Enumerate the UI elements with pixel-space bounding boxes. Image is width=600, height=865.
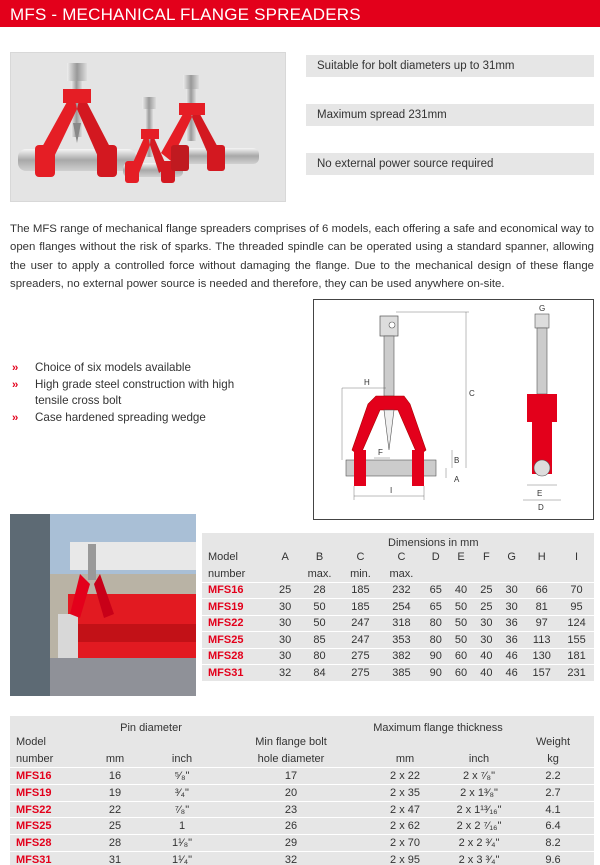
table-cell: 65	[423, 582, 448, 599]
table-cell: 95	[559, 599, 594, 616]
table-cell: 46	[499, 648, 524, 665]
col-sub	[273, 566, 298, 583]
table-cell: ⁷⁄₈"	[146, 801, 218, 818]
model-cell: MFS16	[10, 768, 84, 785]
table-cell: 50	[448, 599, 473, 616]
col-letter: E	[457, 551, 465, 564]
table-cell: 247	[341, 615, 380, 632]
pipeline-site-illustration	[10, 514, 196, 696]
table-cell: 30	[273, 599, 298, 616]
table-cell: 155	[559, 632, 594, 649]
table-cell: 80	[423, 615, 448, 632]
table-row	[10, 768, 594, 785]
bolt-header-2: hole diameter	[257, 752, 325, 765]
table-cell: 16	[84, 768, 146, 785]
table-row	[10, 818, 594, 835]
table-cell: 254	[380, 599, 423, 616]
table-cell: 70	[559, 582, 594, 599]
dim-label-f: F	[378, 448, 383, 457]
model-header: Model	[16, 736, 46, 749]
table-cell: 2 x 2 ⁷⁄₁₆"	[446, 818, 512, 835]
page-title: MFS - MECHANICAL FLANGE SPREADERS	[0, 0, 600, 27]
table-cell: 2 x 62	[364, 818, 446, 835]
table-cell: 2.2	[512, 768, 594, 785]
table-cell: 31	[84, 852, 146, 865]
table-cell: 28	[298, 582, 341, 599]
table-cell: ⁵⁄₈"	[146, 768, 218, 785]
table-cell: 2 x 35	[364, 784, 446, 801]
dimensions-table	[202, 533, 594, 681]
table-cell: 50	[298, 615, 341, 632]
table-cell: 382	[380, 648, 423, 665]
table-cell: 9.6	[512, 852, 594, 865]
table-cell: 60	[448, 648, 473, 665]
table-cell: 46	[499, 665, 524, 682]
in-use-photo	[10, 514, 196, 696]
table-cell: 66	[524, 582, 559, 599]
table-cell: 60	[448, 665, 473, 682]
table-cell: 23	[218, 801, 364, 818]
table-cell: 6.4	[512, 818, 594, 835]
table-cell: 318	[380, 615, 423, 632]
col-sub	[474, 566, 499, 583]
table-cell: 275	[341, 648, 380, 665]
table-cell: 1¹⁄₈"	[146, 835, 218, 852]
table-cell: 1	[146, 818, 218, 835]
table-cell: 124	[559, 615, 594, 632]
table-cell: 40	[448, 582, 473, 599]
dim-label-a: A	[454, 475, 460, 484]
table-cell: 157	[524, 665, 559, 682]
pin-mm-header: mm	[105, 752, 125, 765]
model-cell: MFS25	[10, 818, 84, 835]
model-cell: MFS19	[10, 784, 84, 801]
table-row	[10, 801, 594, 818]
model-cell: MFS31	[10, 852, 84, 865]
table-cell: 30	[499, 599, 524, 616]
table-cell: 2 x 1³⁄₈"	[446, 784, 512, 801]
chevron-right-icon: ››	[12, 362, 18, 374]
table-cell: 65	[423, 599, 448, 616]
table-row	[202, 599, 594, 616]
pin-inch-header: inch	[171, 752, 193, 765]
table-cell: 97	[524, 615, 559, 632]
weight-header: Weight	[535, 736, 571, 749]
table-cell: 2 x 70	[364, 835, 446, 852]
table-cell: 353	[380, 632, 423, 649]
table-cell: 275	[341, 665, 380, 682]
table-cell: 4.1	[512, 801, 594, 818]
table-cell: 8.2	[512, 835, 594, 852]
dim-label-e: E	[537, 489, 543, 498]
table-cell: 30	[474, 632, 499, 649]
table-row	[202, 615, 594, 632]
col-sub	[524, 566, 559, 583]
table-row	[202, 632, 594, 649]
col-letter: B	[315, 551, 324, 564]
col-letter: F	[482, 551, 490, 564]
bolt-header-1: Min flange bolt	[255, 736, 327, 749]
table-cell: 29	[218, 835, 364, 852]
table-cell: 30	[273, 615, 298, 632]
col-sub	[448, 566, 473, 583]
dimensions-letter-row	[202, 549, 594, 566]
table-cell: 2 x 2 ³⁄₄"	[446, 835, 512, 852]
bullet-item: ›› Choice of six models available	[12, 361, 191, 374]
col-sub	[423, 566, 448, 583]
chevron-right-icon: ››	[12, 379, 18, 391]
table-cell: 2 x ⁷⁄₈"	[446, 768, 512, 785]
table-row	[10, 784, 594, 801]
bullet-item: ›› High grade steel construction with high tensile cross bolt	[12, 378, 235, 407]
table-cell: 40	[474, 665, 499, 682]
table-row	[202, 582, 594, 599]
table-cell: 32	[273, 665, 298, 682]
table-cell: 247	[341, 632, 380, 649]
col-sub: max.	[389, 567, 414, 580]
table-cell: 25	[84, 818, 146, 835]
model-cell: MFS16	[202, 582, 273, 599]
col-letter: C	[356, 551, 365, 564]
pin-header-row-3	[10, 751, 594, 768]
table-cell: 30	[273, 632, 298, 649]
table-row	[202, 665, 594, 682]
dim-label-h: H	[364, 378, 370, 387]
col-sub: max.	[307, 567, 332, 580]
col-letter: D	[431, 551, 440, 564]
table-cell: 232	[380, 582, 423, 599]
technical-diagram	[313, 299, 594, 520]
col-letter: C	[397, 551, 406, 564]
table-cell: 2 x 22	[364, 768, 446, 785]
number-header: number	[208, 567, 246, 580]
table-cell: 181	[559, 648, 594, 665]
table-cell: 80	[423, 632, 448, 649]
flange-spreaders-illustration	[11, 53, 287, 203]
flange-thickness-header: Maximum flange thickness	[373, 722, 503, 734]
bullet-item: ›› Case hardened spreading wedge	[12, 411, 206, 424]
table-row	[202, 648, 594, 665]
table-cell: 30	[499, 582, 524, 599]
col-sub	[559, 566, 594, 583]
table-cell: 50	[448, 632, 473, 649]
col-sub: min.	[350, 567, 371, 580]
thick-inch-header: inch	[468, 752, 490, 765]
pin-diameter-header: Pin diameter	[120, 722, 182, 734]
pin-header-row-1	[10, 716, 594, 734]
feature-bolt-diameter: Suitable for bolt diameters up to 31mm	[306, 55, 594, 77]
chevron-right-icon: ››	[12, 412, 18, 424]
table-cell: 2 x 1¹³⁄₁₆"	[446, 801, 512, 818]
table-cell: 85	[298, 632, 341, 649]
table-cell: 19	[84, 784, 146, 801]
table-cell: 50	[298, 599, 341, 616]
table-cell: 81	[524, 599, 559, 616]
product-photo	[10, 52, 286, 202]
dim-label-i: I	[390, 486, 393, 495]
model-cell: MFS19	[202, 599, 273, 616]
model-cell: MFS25	[202, 632, 273, 649]
table-cell: 22	[84, 801, 146, 818]
table-cell: 2 x 95	[364, 852, 446, 865]
table-cell: 90	[423, 648, 448, 665]
model-cell: MFS22	[202, 615, 273, 632]
table-cell: 25	[474, 599, 499, 616]
table-cell: 32	[218, 852, 364, 865]
number-header: number	[16, 752, 54, 765]
table-cell: 30	[474, 615, 499, 632]
table-cell: ³⁄₄"	[146, 784, 218, 801]
col-letter: I	[575, 551, 579, 564]
table-cell: 2.7	[512, 784, 594, 801]
table-cell: 90	[423, 665, 448, 682]
col-letter: A	[281, 551, 289, 564]
table-cell: 385	[380, 665, 423, 682]
table-cell: 231	[559, 665, 594, 682]
table-row	[10, 852, 594, 865]
model-cell: MFS31	[202, 665, 273, 682]
table-cell: 1¹⁄₄"	[146, 852, 218, 865]
table-cell: 20	[218, 784, 364, 801]
table-cell: 25	[273, 582, 298, 599]
feature-bullet-list	[12, 360, 242, 426]
col-letter: H	[537, 551, 546, 564]
table-cell: 30	[273, 648, 298, 665]
table-cell: 50	[448, 615, 473, 632]
dimensions-sub-row	[202, 566, 594, 583]
model-cell: MFS28	[202, 648, 273, 665]
col-sub	[499, 566, 524, 583]
table-cell: 36	[499, 632, 524, 649]
pin-header-row-2	[10, 734, 594, 751]
dim-label-c: C	[469, 389, 475, 398]
table-cell: 2 x 3 ³⁄₄"	[446, 852, 512, 865]
table-cell: 113	[524, 632, 559, 649]
dimension-drawing	[314, 300, 593, 519]
table-cell: 2 x 47	[364, 801, 446, 818]
thick-mm-header: mm	[395, 752, 415, 765]
dim-label-b: B	[454, 456, 460, 465]
model-cell: MFS28	[10, 835, 84, 852]
table-cell: 36	[499, 615, 524, 632]
table-cell: 28	[84, 835, 146, 852]
table-cell: 17	[218, 768, 364, 785]
table-cell: 84	[298, 665, 341, 682]
table-row	[10, 835, 594, 852]
table-cell: 130	[524, 648, 559, 665]
dim-label-g: G	[539, 304, 546, 313]
table-cell: 26	[218, 818, 364, 835]
weight-unit-header: kg	[547, 752, 559, 765]
model-cell: MFS22	[10, 801, 84, 818]
table-cell: 185	[341, 582, 380, 599]
col-letter: G	[507, 551, 516, 564]
model-header: Model	[208, 551, 238, 564]
table-cell: 80	[298, 648, 341, 665]
feature-max-spread: Maximum spread 231mm	[306, 104, 594, 126]
intro-paragraph: The MFS range of mechanical flange spreaders comprises of 6 models, each offering a safe and economical way to open flanges without the risk of sparks. The threaded spindle can be operated using a standard spanner, allowing the user to apply a controlled force without damaging the flange. Due to the mechanical design of these flange spreaders, no external power source is needed and therefore, they can be used anywhere on-site.	[10, 223, 594, 290]
table-cell: 40	[474, 648, 499, 665]
table-cell: 25	[474, 582, 499, 599]
feature-no-power: No external power source required	[306, 153, 594, 175]
dimensions-caption: Dimensions in mm	[388, 537, 479, 549]
table-cell: 185	[341, 599, 380, 616]
dim-label-d: D	[538, 503, 544, 512]
pin-specs-table	[10, 716, 594, 865]
